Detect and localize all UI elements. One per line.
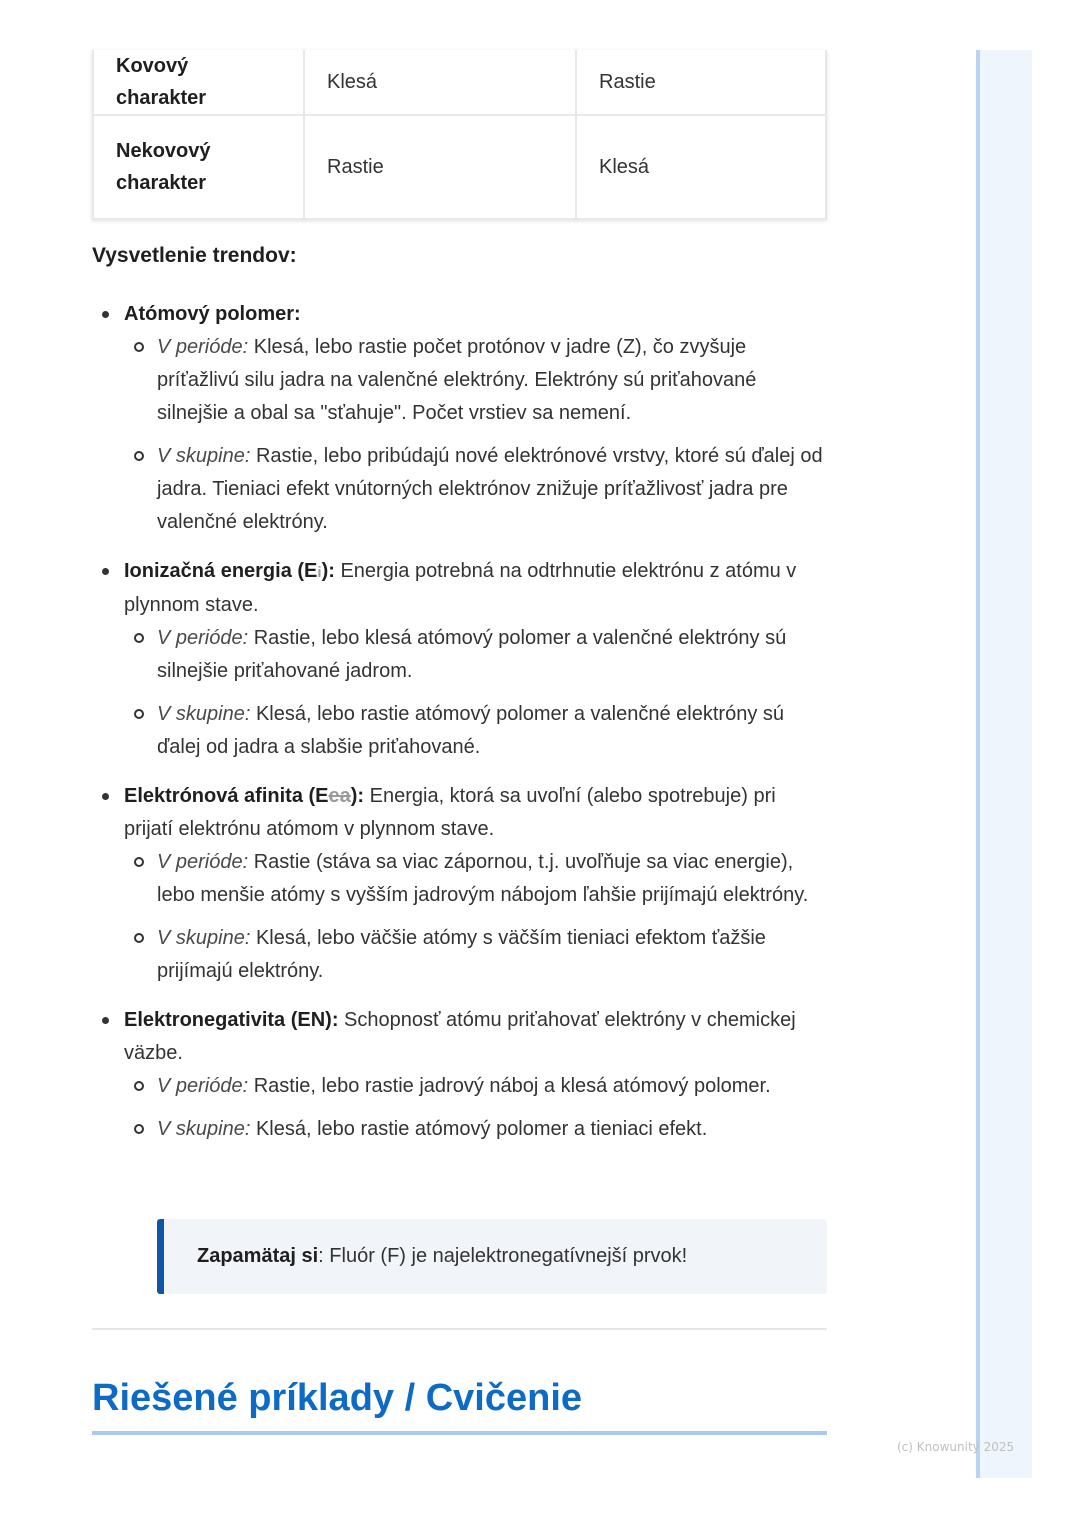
term-text-end: ):: [321, 560, 335, 582]
table-row: [93, 115, 826, 219]
term-ionization-energy: [124, 560, 335, 582]
list-item-period: [157, 331, 827, 430]
subscript-mark: ea: [328, 785, 351, 807]
context-label: V perióde:: [157, 627, 249, 649]
list-item-electronegativity: [124, 1004, 827, 1146]
sub-list: [124, 622, 827, 764]
definition-text: Energia, ktorá sa uvoľní (alebo spotrebuje) pri prijatí elektrónu atómom v plynnom stave.: [124, 785, 776, 840]
context-label: V skupine:: [157, 1118, 251, 1140]
list-item-atomic-radius: [124, 298, 827, 539]
section-divider: [92, 1328, 827, 1330]
list-item-group: [157, 922, 827, 988]
list-item-ionization-energy: [124, 555, 827, 764]
table-cell-property: Kovový charakter: [93, 50, 304, 115]
trends-list: [92, 298, 827, 1162]
table-cell-property: Nekovový charakter: [93, 115, 304, 219]
trend-table: [92, 50, 827, 220]
subscript-mark: i: [317, 564, 322, 581]
table-cell-group: Rastie: [576, 50, 826, 115]
table-cell-period: Rastie: [304, 115, 576, 219]
context-label: V perióde:: [157, 336, 249, 358]
document-content: [92, 50, 827, 1419]
explanation-text: Klesá, lebo rastie počet protónov v jadre (Z), čo zvyšuje príťažlivú silu jadra na valenčné elektróny. Elektróny sú priťahované silnejšie a obal sa "sťahuje". Počet vrstiev sa nemení.: [157, 336, 757, 424]
explanation-text: Rastie, lebo klesá atómový polomer a valenčné elektróny sú silnejšie priťahované jadrom.: [157, 627, 787, 682]
section-title: Riešené príklady / Cvičenie: [92, 1377, 583, 1419]
term-electron-affinity: [124, 785, 364, 807]
context-label: V skupine:: [157, 927, 251, 949]
sub-list: [124, 846, 827, 988]
list-item-period: [157, 1070, 827, 1103]
context-label: V skupine:: [157, 445, 251, 467]
sub-list: [124, 331, 827, 539]
term-text-end: ):: [350, 785, 365, 807]
term-text: Elektrónová afinita (E: [124, 785, 329, 807]
term-atomic-radius: Atómový polomer:: [124, 303, 301, 325]
context-label: V perióde:: [157, 851, 249, 873]
section-title-underline: [92, 1431, 827, 1435]
term-electronegativity: Elektronegativita (EN):: [124, 1009, 339, 1031]
callout-label: Zapamätaj si: [197, 1245, 319, 1267]
callout-text: : Fluór (F) je najelektronegatívnejší prvok!: [318, 1245, 688, 1267]
list-item-group: [157, 698, 827, 764]
table-cell-group: Klesá: [576, 115, 826, 219]
explanation-text: Rastie (stáva sa viac zápornou, t.j. uvoľňuje sa viac energie), lebo menšie atómy s vyšším jadrovým nábojom ľahšie prijímajú elektróny.: [157, 851, 809, 906]
copyright-footer: (c) Knowunity 2025: [897, 1440, 1015, 1454]
explanation-text: Klesá, lebo väčšie atómy s väčším tieniaci efektom ťažšie prijímajú elektróny.: [157, 927, 766, 982]
term-text: Ionizačná energia (E: [124, 560, 318, 582]
remember-callout: [157, 1219, 827, 1294]
list-item-period: [157, 622, 827, 688]
context-label: V skupine:: [157, 703, 251, 725]
sub-list: [124, 1070, 827, 1146]
definition-text: Energia potrebná na odtrhnutie elektrónu z atómu v plynnom stave.: [124, 560, 797, 616]
definition-text: Schopnosť atómu priťahovať elektróny v chemickej väzbe.: [124, 1009, 796, 1064]
explanation-text: Klesá, lebo rastie atómový polomer a valenčné elektróny sú ďalej od jadra a slabšie priťahované.: [157, 703, 785, 758]
list-item-period: [157, 846, 827, 912]
trends-heading: Vysvetlenie trendov:: [92, 244, 297, 267]
context-label: V perióde:: [157, 1075, 249, 1097]
table-row: [93, 50, 826, 115]
list-item-electron-affinity: [124, 780, 827, 988]
list-item-group: [157, 440, 827, 539]
list-item-group: [157, 1113, 827, 1146]
right-margin-strip: [976, 50, 1032, 1478]
explanation-text: Klesá, lebo rastie atómový polomer a tieniaci efekt.: [250, 1118, 708, 1140]
explanation-text: Rastie, lebo pribúdajú nové elektrónové vrstvy, ktoré sú ďalej od jadra. Tieniaci efekt vnútorných elektrónov znižuje príťažlivosť jadra pre valenčné elektróny.: [157, 445, 823, 533]
table-cell-period: Klesá: [304, 50, 576, 115]
explanation-text: Rastie, lebo rastie jadrový náboj a klesá atómový polomer.: [248, 1075, 771, 1097]
